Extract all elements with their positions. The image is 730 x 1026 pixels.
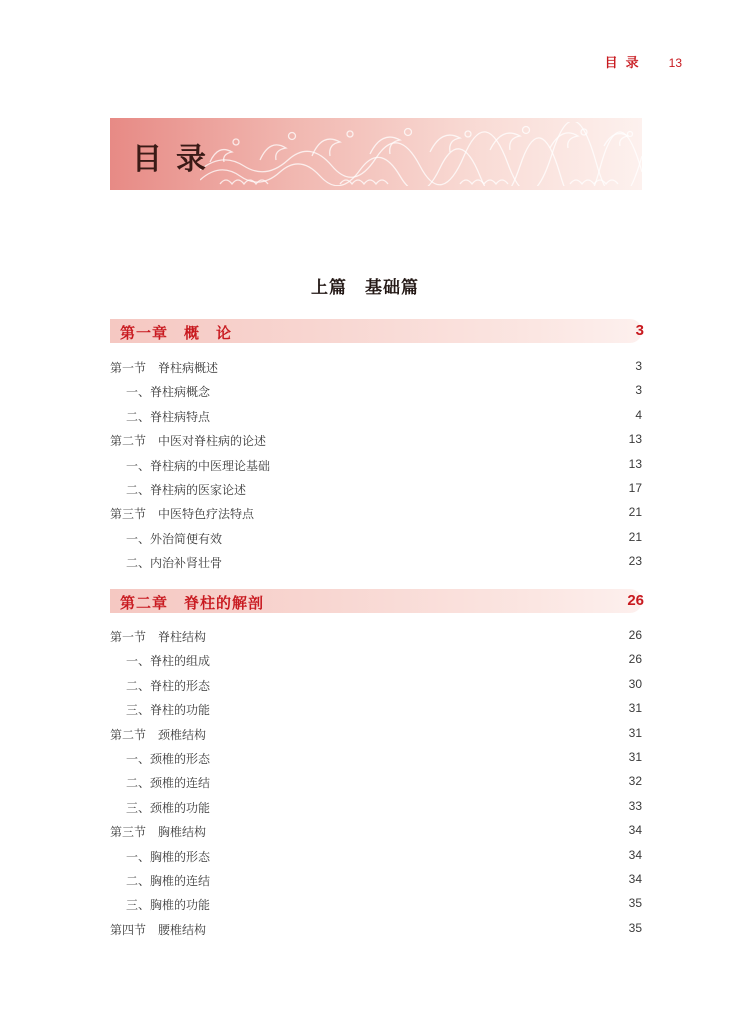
toc-section-entry[interactable] xyxy=(110,628,642,646)
toc-item-entry[interactable] xyxy=(110,408,642,426)
entry-page-number: 4 xyxy=(635,407,642,422)
entry-title: 一、脊柱的组成 xyxy=(126,654,211,669)
chapter-page-number: 26 xyxy=(627,592,644,609)
entry-title: 第一节 脊柱病概述 xyxy=(110,361,219,375)
entry-page-number: 26 xyxy=(628,652,642,667)
entry-page-number: 13 xyxy=(628,432,642,447)
entry-title: 二、脊柱病的医家论述 xyxy=(126,483,247,497)
entry-page-number: 23 xyxy=(628,554,642,569)
entry-page-number: 33 xyxy=(628,798,642,813)
chapter-title: 第一章 概 论 xyxy=(120,324,233,342)
toc-item-entry[interactable] xyxy=(110,383,642,401)
entry-title: 二、脊柱的形态 xyxy=(126,678,211,693)
entry-page-number: 26 xyxy=(628,628,642,642)
entry-title: 一、外治简便有效 xyxy=(126,531,223,546)
toc-item-entry[interactable] xyxy=(110,750,642,768)
toc-section-entry[interactable] xyxy=(110,823,642,841)
entry-title: 二、胸椎的连结 xyxy=(126,874,211,888)
toc-section-entry[interactable] xyxy=(110,432,642,450)
chapter-heading[interactable] xyxy=(110,319,642,343)
toc-banner xyxy=(110,118,642,190)
entry-page-number: 17 xyxy=(628,481,642,495)
entry-title: 一、脊柱病概念 xyxy=(126,385,211,400)
entry-title: 二、脊柱病特点 xyxy=(126,409,211,424)
entry-page-number: 31 xyxy=(628,725,642,740)
toc-section-entry[interactable] xyxy=(110,359,642,377)
toc-section-entry[interactable] xyxy=(110,505,642,523)
wave-pattern-decoration xyxy=(200,122,642,186)
entry-page-number: 31 xyxy=(628,701,642,716)
entry-page-number: 13 xyxy=(628,456,642,471)
running-head-title: 目录 xyxy=(604,56,647,71)
toc-item-entry[interactable] xyxy=(110,481,642,499)
entry-title: 第一节 脊柱结构 xyxy=(110,630,207,644)
entry-page-number: 21 xyxy=(628,505,642,520)
toc-item-entry[interactable] xyxy=(110,530,642,548)
toc-item-entry[interactable] xyxy=(110,652,642,670)
entry-title: 三、脊柱的功能 xyxy=(126,703,211,718)
toc-item-entry[interactable] xyxy=(110,677,642,695)
entry-page-number: 35 xyxy=(628,920,642,935)
toc-item-entry[interactable] xyxy=(110,457,642,475)
entry-title: 三、胸椎的功能 xyxy=(126,898,211,913)
entry-page-number: 31 xyxy=(628,750,642,764)
entry-page-number: 34 xyxy=(628,823,642,838)
entry-page-number: 34 xyxy=(628,847,642,862)
chapter-heading[interactable] xyxy=(110,589,642,613)
toc-item-entry[interactable] xyxy=(110,872,642,890)
toc-item-entry[interactable] xyxy=(110,554,642,572)
entry-title: 一、颈椎的形态 xyxy=(126,752,211,766)
toc-section-entry[interactable] xyxy=(110,921,642,939)
chapter-page-number: 3 xyxy=(635,322,644,339)
toc-section-entry[interactable] xyxy=(110,726,642,744)
chapter-title: 第二章 脊柱的解剖 xyxy=(120,594,265,612)
running-head-page-number: 13 xyxy=(668,56,682,70)
entry-title: 第二节 颈椎结构 xyxy=(110,727,207,742)
entry-page-number: 3 xyxy=(635,359,642,373)
entry-page-number: 35 xyxy=(628,896,642,911)
entry-page-number: 30 xyxy=(628,676,642,691)
running-head xyxy=(605,52,682,71)
toc-item-entry[interactable] xyxy=(110,896,642,914)
entry-title: 三、颈椎的功能 xyxy=(126,800,211,815)
toc-item-entry[interactable] xyxy=(110,848,642,866)
part-title: 上篇 基础篇 xyxy=(311,278,419,298)
entry-title: 一、胸椎的形态 xyxy=(126,849,211,864)
entry-title: 二、内治补肾壮骨 xyxy=(126,556,223,571)
toc-item-entry[interactable] xyxy=(110,774,642,792)
entry-title: 第二节 中医对脊柱病的论述 xyxy=(110,434,267,449)
entry-page-number: 21 xyxy=(628,529,642,544)
entry-title: 二、颈椎的连结 xyxy=(126,776,211,791)
entry-title: 第三节 中医特色疗法特点 xyxy=(110,507,255,522)
entry-title: 一、脊柱病的中医理论基础 xyxy=(126,458,271,473)
toc-heading: 目录 xyxy=(132,142,220,177)
entry-title: 第三节 胸椎结构 xyxy=(110,825,207,840)
toc-item-entry[interactable] xyxy=(110,701,642,719)
entry-page-number: 34 xyxy=(628,872,642,886)
entry-page-number: 3 xyxy=(635,383,642,398)
entry-page-number: 32 xyxy=(628,774,642,789)
entry-title: 第四节 腰椎结构 xyxy=(110,922,207,937)
toc-item-entry[interactable] xyxy=(110,799,642,817)
